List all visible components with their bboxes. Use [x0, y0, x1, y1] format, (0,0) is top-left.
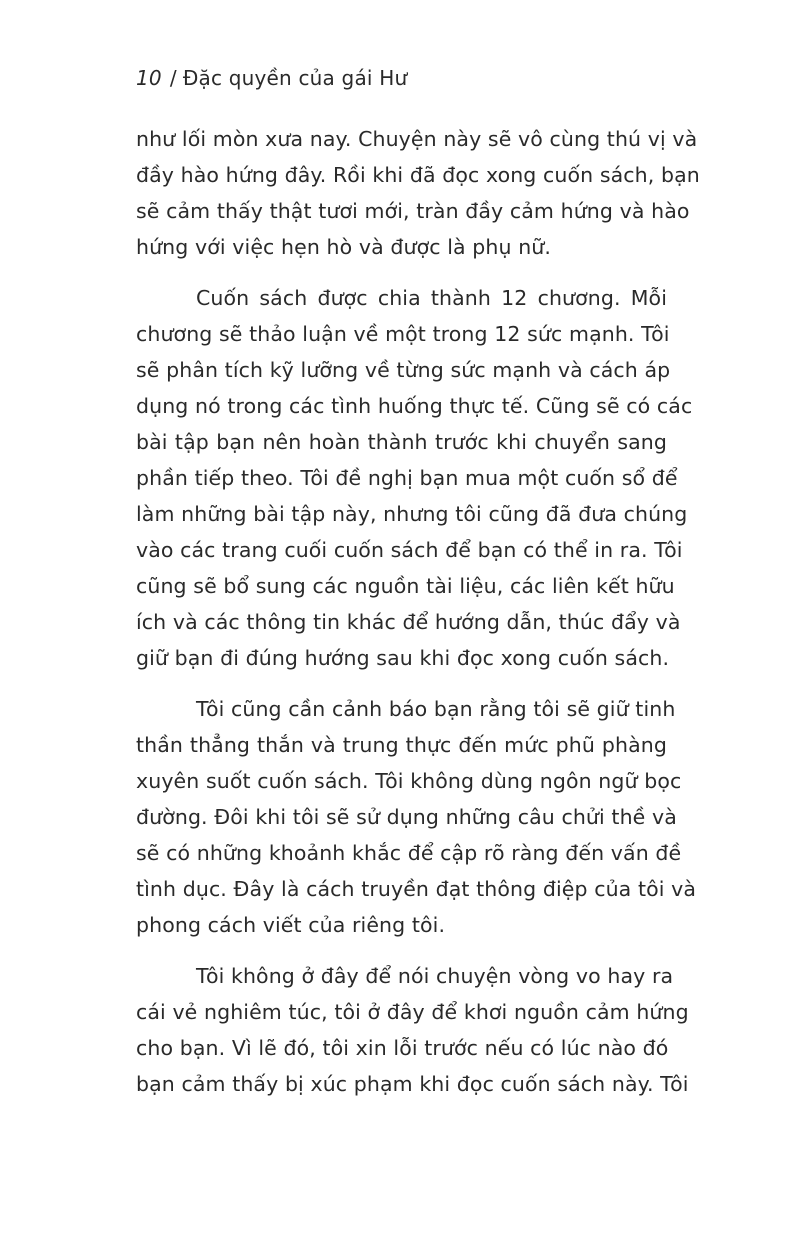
text-line: như lối mòn xưa nay. Chuyện này sẽ vô cùng thú vị và [136, 127, 698, 151]
text-line: vào các trang cuối cuốn sách để bạn có thể in ra. Tôi [136, 538, 683, 562]
text-line: Cuốn sách được chia thành 12 chương. Mỗi [196, 286, 667, 310]
text-line: bạn cảm thấy bị xúc phạm khi đọc cuốn sách này. Tôi [136, 1072, 689, 1096]
body-text [136, 121, 700, 1117]
header-separator: / [169, 66, 177, 90]
paragraph-2 [136, 280, 693, 676]
paragraph-4 [136, 958, 689, 1102]
text-line: phần tiếp theo. Tôi đề nghị bạn mua một cuốn sổ để [136, 466, 678, 490]
text-line: hứng với việc hẹn hò và được là phụ nữ. [136, 235, 552, 259]
text-line: cho bạn. Vì lẽ đó, tôi xin lỗi trước nếu có lúc nào đó [136, 1036, 669, 1060]
text-line: Tôi cũng cần cảnh báo bạn rằng tôi sẽ giữ tinh [196, 697, 676, 721]
text-line: đầy hào hứng đây. Rồi khi đã đọc xong cuốn sách, bạn [136, 163, 700, 187]
text-line: thần thẳng thắn và trung thực đến mức phũ phàng [136, 733, 667, 757]
text-line: phong cách viết của riêng tôi. [136, 913, 446, 937]
text-line: làm những bài tập này, nhưng tôi cũng đã đưa chúng [136, 502, 688, 526]
text-line: Tôi không ở đây để nói chuyện vòng vo hay ra [196, 964, 674, 988]
text-line: giữ bạn đi đúng hướng sau khi đọc xong cuốn sách. [136, 646, 670, 670]
text-line: đường. Đôi khi tôi sẽ sử dụng những câu chửi thề và [136, 805, 677, 829]
text-line: bài tập bạn nên hoàn thành trước khi chuyển sang [136, 430, 667, 454]
text-line: sẽ có những khoảnh khắc để cập rõ ràng đến vấn đề [136, 841, 682, 865]
book-title: Đặc quyền của gái Hư [182, 66, 408, 90]
text-line: tình dục. Đây là cách truyền đạt thông điệp của tôi và [136, 877, 697, 901]
text-line: sẽ phân tích kỹ lưỡng về từng sức mạnh và cách áp [136, 358, 671, 382]
paragraph-3 [136, 691, 697, 943]
text-line: ích và các thông tin khác để hướng dẫn, thúc đẩy và [136, 610, 681, 634]
text-line: xuyên suốt cuốn sách. Tôi không dùng ngôn ngữ bọc [136, 769, 682, 793]
paragraph-1 [136, 121, 700, 265]
text-line: cũng sẽ bổ sung các nguồn tài liệu, các liên kết hữu [136, 574, 675, 598]
text-line: cái vẻ nghiêm túc, tôi ở đây để khơi nguồn cảm hứng [136, 1000, 689, 1024]
text-line: sẽ cảm thấy thật tươi mới, tràn đầy cảm hứng và hào [136, 199, 690, 223]
text-line: dụng nó trong các tình huống thực tế. Cũng sẽ có các [136, 394, 693, 418]
text-line: chương sẽ thảo luận về một trong 12 sức mạnh. Tôi [136, 322, 670, 346]
running-head [136, 64, 407, 92]
page-number: 10 [136, 66, 162, 90]
